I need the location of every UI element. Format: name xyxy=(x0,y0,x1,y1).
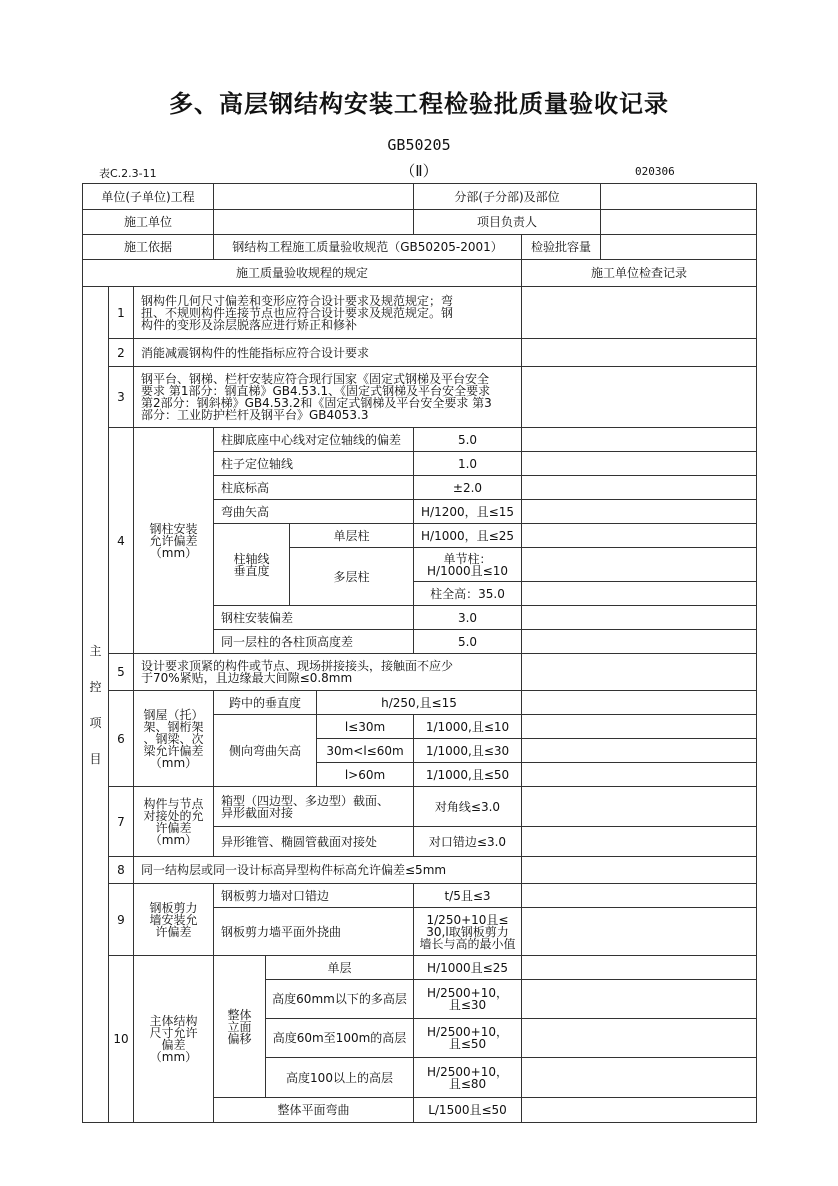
item-text-text: 同一结构层或同一设计标高异型构件标高允许偏差≤5mm xyxy=(141,863,447,877)
item-text-text: 消能减震钢构件的性能指标应符合设计要求 xyxy=(141,345,370,360)
section-label xyxy=(82,286,109,1123)
record-field[interactable] xyxy=(521,338,757,367)
sub-value-text: 柱全高：35.0 xyxy=(430,586,505,601)
record-header xyxy=(521,259,757,287)
item-no-text: 5 xyxy=(117,665,125,679)
sub-item xyxy=(213,907,414,956)
section-label-text: 主 控 项 目 xyxy=(89,643,102,766)
item-no-text: 2 xyxy=(117,345,125,360)
sub-value xyxy=(413,1097,522,1123)
sub-condition-text: 30m<l≤60m xyxy=(326,743,404,758)
sub-item-text: 异形锥管、椭圆管截面对接处 xyxy=(221,834,378,849)
record-field[interactable] xyxy=(521,475,757,500)
record-field[interactable] xyxy=(521,286,757,339)
item-text xyxy=(133,366,522,428)
sub-item-text: 高度100以上的高层 xyxy=(286,1070,393,1085)
basis-label xyxy=(82,234,214,260)
sub-item xyxy=(213,826,414,857)
sub-item xyxy=(265,1018,414,1058)
sub-value-text: 3.0 xyxy=(457,610,478,625)
item-label xyxy=(133,883,214,956)
sub-item-text: 整体平面弯曲 xyxy=(277,1103,350,1117)
sub-value-text: H/2500+10， 且≤30 xyxy=(427,986,508,1012)
project-manager-field[interactable] xyxy=(600,209,757,235)
item-no-text: 9 xyxy=(117,912,125,927)
sub-item xyxy=(289,523,414,548)
sub-item xyxy=(213,605,414,630)
sub-value-text: t/5且≤3 xyxy=(444,888,491,903)
sub-value-text: ±2.0 xyxy=(452,480,483,495)
sub-item-text: 多层柱 xyxy=(333,569,370,584)
sub-item xyxy=(213,883,414,908)
basis-label-text: 施工依据 xyxy=(123,240,172,254)
item-label-text: 钢板剪力 墙安装允 许偏差 xyxy=(149,900,198,939)
sub-item xyxy=(213,786,414,827)
sub-value xyxy=(413,475,522,500)
sub-value-text: 1/1000,且≤10 xyxy=(425,719,510,734)
sub-value xyxy=(413,826,522,857)
item-text xyxy=(133,286,522,339)
item-no-text: 10 xyxy=(113,1032,129,1046)
sub-value xyxy=(413,499,522,524)
item-no-text: 1 xyxy=(117,305,125,320)
sub-item-text: 柱底标高 xyxy=(221,480,270,495)
sub-project-field[interactable] xyxy=(600,183,757,210)
item-no xyxy=(108,955,134,1123)
record-field[interactable] xyxy=(521,883,757,908)
sub-item-text: 钢板剪力墙平面外挠曲 xyxy=(221,924,342,939)
sub-item xyxy=(213,427,414,452)
item-no-text: 8 xyxy=(117,863,125,877)
item-no xyxy=(108,786,134,857)
sub-value xyxy=(413,955,522,980)
spec-header xyxy=(82,259,522,287)
record-field[interactable] xyxy=(521,366,757,428)
sub-item xyxy=(213,475,414,500)
sub-condition xyxy=(316,714,414,739)
batch-capacity-field[interactable] xyxy=(600,234,757,260)
sub-value-text: 1.0 xyxy=(457,456,478,471)
record-field[interactable] xyxy=(521,762,757,787)
form-code: 020306 xyxy=(635,165,675,178)
document-title: 多、高层钢结构安装工程检验批质量验收记录 xyxy=(169,90,669,118)
item-no xyxy=(108,286,134,339)
record-field[interactable] xyxy=(521,826,757,857)
standard-code: GB50205 xyxy=(387,136,451,154)
record-header-text: 施工单位检查记录 xyxy=(590,266,687,280)
item-no-text: 4 xyxy=(117,533,125,548)
record-field[interactable] xyxy=(521,714,757,739)
sub-value xyxy=(413,581,522,606)
item-no xyxy=(108,856,134,884)
item-text xyxy=(133,338,522,367)
record-field[interactable] xyxy=(521,907,757,956)
sub-value-text: H/1000且≤25 xyxy=(427,960,508,975)
sub-value-text: 5.0 xyxy=(457,432,478,447)
item-no-text: 3 xyxy=(117,390,125,404)
sub-value xyxy=(413,907,522,956)
table-number: 表C.2.3-11 xyxy=(99,167,157,180)
sub-value xyxy=(413,714,522,739)
sub-value-text: H/1200，且≤15 xyxy=(421,504,514,519)
basis-value-text: 钢结构工程施工质量验收规范（GB50205-2001） xyxy=(232,240,503,254)
contractor-label-text: 施工单位 xyxy=(123,215,172,229)
sub-group xyxy=(213,523,290,606)
sub-value-text: H/2500+10， 且≤80 xyxy=(427,1064,508,1091)
sub-value-text: 5.0 xyxy=(457,634,478,649)
record-field[interactable] xyxy=(521,738,757,763)
record-field[interactable] xyxy=(521,786,757,827)
sub-value xyxy=(413,786,522,827)
record-field[interactable] xyxy=(521,653,757,691)
record-field[interactable] xyxy=(521,523,757,548)
item-label-text: 钢屋（托） 架、钢桁架 、钢梁、次 梁允许偏差 （mm） xyxy=(143,707,204,770)
unit-project-label-text: 单位(子单位)工程 xyxy=(101,189,195,204)
record-field[interactable] xyxy=(521,1057,757,1098)
sub-value xyxy=(413,1018,522,1058)
sub-value-text: 对角线≤3.0 xyxy=(434,799,501,814)
record-field[interactable] xyxy=(521,1018,757,1058)
sub-item xyxy=(213,714,317,787)
item-no xyxy=(108,338,134,367)
sub-item xyxy=(265,955,414,980)
sub-item xyxy=(213,690,317,715)
sub-item-text: 单层 xyxy=(327,960,352,975)
sub-condition xyxy=(316,762,414,787)
sub-value xyxy=(316,690,522,715)
item-no xyxy=(108,883,134,956)
sub-value-text: h/250,且≤15 xyxy=(381,695,457,710)
batch-capacity-label-text: 检验批容量 xyxy=(530,240,591,254)
contractor-field[interactable] xyxy=(213,209,414,235)
unit-project-label xyxy=(82,183,214,210)
sub-value-text: H/1000，且≤25 xyxy=(421,528,514,543)
spec-header-text: 施工质量验收规程的规定 xyxy=(235,266,368,280)
item-no-text: 6 xyxy=(117,731,125,746)
record-field[interactable] xyxy=(521,499,757,524)
item-label xyxy=(133,786,214,857)
sub-value xyxy=(413,427,522,452)
item-no xyxy=(108,690,134,787)
basis-value xyxy=(213,234,522,260)
sub-value xyxy=(413,523,522,548)
sub-item-text: 钢板剪力墙对口错边 xyxy=(221,888,330,903)
batch-capacity-label xyxy=(521,234,601,260)
sub-value-text: H/2500+10， 且≤50 xyxy=(427,1025,508,1051)
item-label xyxy=(133,690,214,787)
item-text xyxy=(133,653,522,691)
record-field[interactable] xyxy=(521,955,757,980)
sub-value xyxy=(413,547,522,582)
sub-item-text: 侧向弯曲矢高 xyxy=(228,743,301,758)
sub-item xyxy=(289,547,414,606)
sub-group-text: 整体 立面 偏移 xyxy=(227,1007,252,1046)
sub-item xyxy=(213,629,414,654)
item-text xyxy=(133,856,522,884)
sub-item-text: 柱脚底座中心线对定位轴线的偏差 xyxy=(221,432,402,447)
item-label-text: 主体结构 尺寸允许 偏差 （mm） xyxy=(149,1014,198,1064)
item-label xyxy=(133,427,214,654)
item-text-text: 设计要求顶紧的构件或节点、现场拼接接头，接触面不应少 于70%紧贴，且边缘最大间隙≤0.8mm xyxy=(141,659,454,685)
sub-value-text: 对口错边≤3.0 xyxy=(428,834,507,849)
record-field[interactable] xyxy=(521,690,757,715)
sub-item-text: 钢柱安装偏差 xyxy=(221,610,294,625)
sub-item-text: 弯曲矢高 xyxy=(221,504,270,519)
project-manager-label xyxy=(413,209,601,235)
record-field[interactable] xyxy=(521,427,757,452)
sub-value xyxy=(413,738,522,763)
record-field[interactable] xyxy=(521,856,757,884)
volume-label: （Ⅱ） xyxy=(400,162,438,180)
sub-item xyxy=(213,451,414,476)
sub-value-text: L/1500且≤50 xyxy=(428,1103,507,1117)
item-text-text: 钢平台、钢梯、栏杆安装应符合现行国家《固定式钢梯及平台安全 要求 第1部分：钢直梯》GB4.53.1、《固定式钢梯及平台安全要求 第2部分：钢斜梯》GB4.53.2和《固定式钢梯及平台安全要求 第3 部分：工业防护栏杆及钢平台》GB4053.3 xyxy=(141,372,492,422)
sub-value xyxy=(413,1057,522,1098)
sub-condition-text: l≤30m xyxy=(344,719,386,734)
sub-value xyxy=(413,883,522,908)
sub-group xyxy=(213,955,266,1098)
sub-item xyxy=(265,979,414,1019)
record-field[interactable] xyxy=(521,451,757,476)
item-no-text: 7 xyxy=(117,814,125,829)
sub-value-text: 1/1000,且≤50 xyxy=(425,767,510,782)
sub-value-text: 1/1000,且≤30 xyxy=(425,743,510,758)
sub-item-text: 箱型（四边型、多边型）截面、 异形截面对接 xyxy=(221,793,390,820)
item-no xyxy=(108,427,134,654)
item-text-text: 钢构件几何尺寸偏差和变形应符合设计要求及规范规定；弯 扭、不规则构件连接节点也应符合设计要求及规范规定。钢 构件的变形及涂层脱落应进行矫正和修补 xyxy=(141,293,454,332)
unit-project-field[interactable] xyxy=(213,183,414,210)
item-label-text: 钢柱安装 允许偏差 （mm） xyxy=(149,521,198,560)
record-field[interactable] xyxy=(521,979,757,1019)
contractor-label xyxy=(82,209,214,235)
sub-item xyxy=(213,499,414,524)
sub-value xyxy=(413,605,522,630)
sub-value xyxy=(413,451,522,476)
sub-value xyxy=(413,979,522,1019)
sub-condition xyxy=(316,738,414,763)
item-no xyxy=(108,366,134,428)
item-label-text: 构件与节点 对接处的允 许偏差 （mm） xyxy=(143,796,204,847)
sub-item-text: 高度60mm以下的多高层 xyxy=(272,992,407,1006)
sub-project-label xyxy=(413,183,601,210)
item-label xyxy=(133,955,214,1123)
sub-item-text: 高度60m至100m的高层 xyxy=(272,1031,407,1045)
sub-condition-text: l>60m xyxy=(344,767,386,782)
sub-project-label-text: 分部(子分部)及部位 xyxy=(454,189,560,204)
sub-item xyxy=(213,1097,414,1123)
record-field[interactable] xyxy=(521,581,757,606)
sub-item-text: 同一层柱的各柱顶高度差 xyxy=(221,634,354,649)
record-field[interactable] xyxy=(521,547,757,582)
sub-value-text: 单节柱： H/1000且≤10 xyxy=(427,551,508,578)
sub-group-text: 柱轴线 垂直度 xyxy=(233,551,270,578)
project-manager-label-text: 项目负责人 xyxy=(476,215,537,229)
sub-value-text: 1/250+10且≤ 30,l取钢板剪力 墙长与高的最小值 xyxy=(419,912,516,951)
sub-item-text: 单层柱 xyxy=(333,528,370,543)
sub-item-text: 柱子定位轴线 xyxy=(221,456,294,471)
sub-value xyxy=(413,762,522,787)
record-field[interactable] xyxy=(521,629,757,654)
sub-value xyxy=(413,629,522,654)
sub-item-text: 跨中的垂直度 xyxy=(228,695,301,710)
record-field[interactable] xyxy=(521,605,757,630)
item-no xyxy=(108,653,134,691)
record-field[interactable] xyxy=(521,1097,757,1123)
sub-item xyxy=(265,1057,414,1098)
